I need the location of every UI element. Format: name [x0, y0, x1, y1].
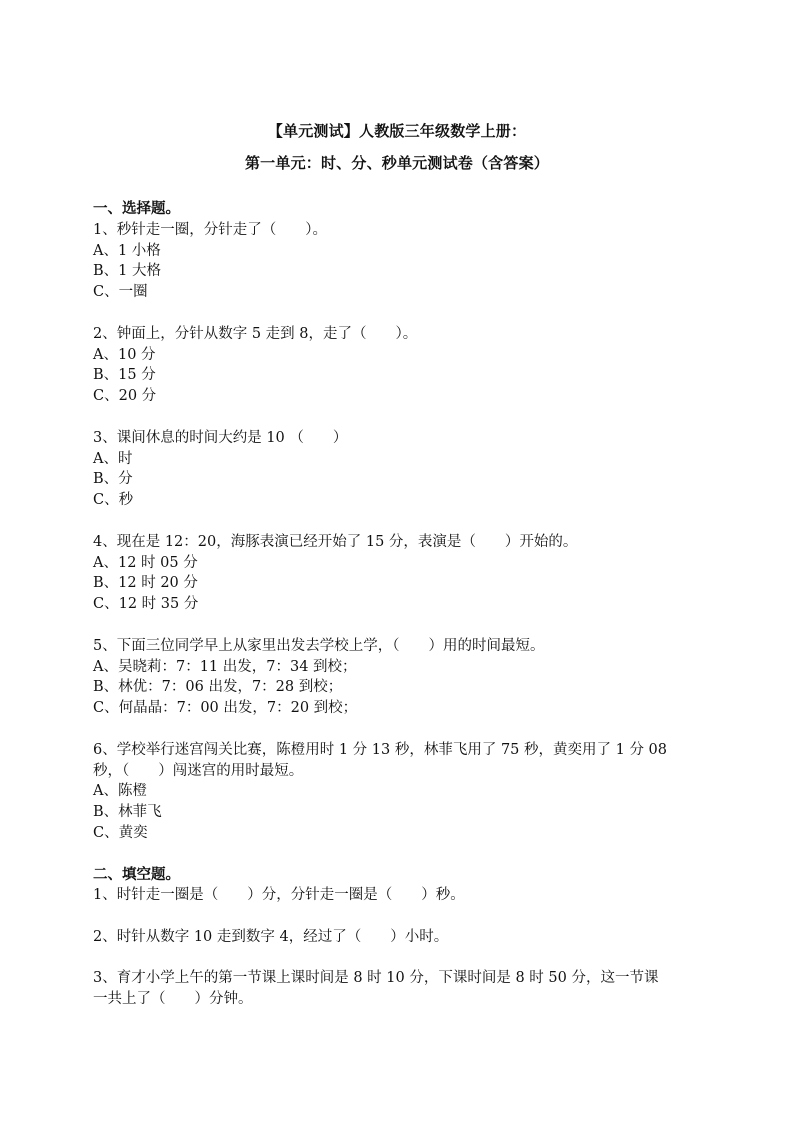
section-heading-choice: 一、选择题。 — [93, 200, 180, 217]
question-stem: 3、课间休息的时间大约是 10 （ ） — [93, 429, 348, 446]
option-a: A、12 时 05 分 — [93, 554, 198, 571]
question-stem: 2、钟面上，分针从数字 5 走到 8，走了（ ）。 — [93, 325, 418, 342]
fill-question-text: 3、育才小学上午的第一节课上课时间是 8 时 10 分，下课时间是 8 时 50 分，这一节课 — [93, 970, 659, 987]
question-6 — [93, 740, 705, 844]
option-b: B、12 时 20 分 — [93, 575, 198, 592]
question-stem: 6、学校举行迷宫闯关比赛，陈橙用时 1 分 13 秒，林菲飞用了 75 秒，黄奕用了 1 分 08 — [93, 741, 668, 758]
question-stem-continued: 秒，（ ）闯迷宫的用时最短。 — [93, 762, 304, 779]
section-heading-fill: 二、填空题。 — [93, 865, 180, 883]
option-c: C、一圈 — [93, 284, 148, 301]
question-2 — [93, 324, 705, 407]
option-a: A、1 小格 — [93, 242, 161, 259]
fill-question-text-continued: 一共上了（ ）分钟。 — [93, 991, 253, 1008]
option-c: C、秒 — [93, 492, 134, 509]
option-a: A、时 — [93, 450, 133, 467]
option-c: C、黄奕 — [93, 824, 148, 841]
option-c: C、20 分 — [93, 388, 157, 405]
option-b: B、分 — [93, 471, 133, 488]
document-subtitle: 第一单元：时、分、秒单元测试卷（含答案） — [244, 154, 549, 172]
question-5 — [93, 636, 705, 719]
option-a: A、陈橙 — [93, 783, 147, 800]
question-stem: 1、秒针走一圈，分针走了（ ）。 — [93, 221, 327, 238]
option-b: B、1 大格 — [93, 263, 161, 280]
option-b: B、15 分 — [93, 367, 156, 384]
option-b: B、林菲飞 — [93, 804, 162, 821]
option-a: A、吴晓莉：7：11 出发，7：34 到校； — [93, 658, 357, 675]
question-3 — [93, 428, 705, 511]
fill-question-text: 2、时针从数字 10 走到数字 4，经过了（ ）小时。 — [93, 928, 449, 945]
document-body — [93, 199, 705, 1031]
option-a: A、10 分 — [93, 346, 156, 363]
fill-question-1 — [93, 885, 705, 906]
option-c: C、12 时 35 分 — [93, 596, 199, 613]
fill-question-text: 1、时针走一圈是（ ）分，分针走一圈是（ ）秒。 — [93, 887, 465, 904]
question-1 — [93, 220, 705, 303]
question-4 — [93, 532, 705, 615]
fill-question-2 — [93, 927, 705, 948]
option-b: B、林优：7：06 出发，7：28 到校； — [93, 679, 343, 696]
question-stem: 4、现在是 12：20，海豚表演已经开始了 15 分，表演是（ ）开始的。 — [93, 533, 578, 550]
fill-question-3 — [93, 968, 705, 1010]
document-title: 【单元测试】人教版三年级数学上册： — [267, 122, 527, 140]
question-stem: 5、下面三位同学早上从家里出发去学校上学，（ ）用的时间最短。 — [93, 637, 545, 654]
option-c: C、何晶晶：7：00 出发，7：20 到校； — [93, 700, 358, 717]
